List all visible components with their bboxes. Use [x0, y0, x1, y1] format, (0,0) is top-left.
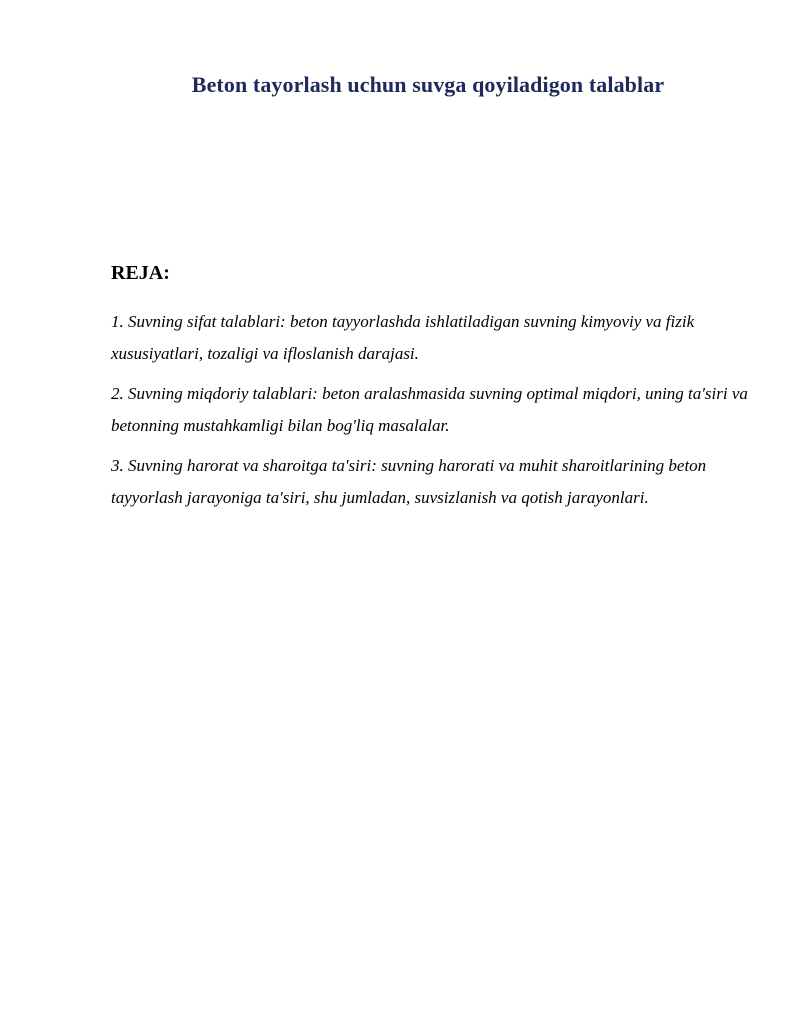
plan-list [111, 306, 761, 522]
plan-item-2: 2. Suvning miqdoriy talablari: beton aralashmasida suvning optimal miqdori, uning ta'siri va betonning mustahkamligi bilan bog'liq masalalar. [111, 384, 748, 435]
plan-item-3: 3. Suvning harorat va sharoitga ta'siri: suvning harorati va muhit sharoitlarining beton tayyorlash jarayoniga ta'siri, shu jumladan, suvsizlanish va qotish jarayonlari. [111, 456, 707, 507]
plan-item-1: 1. Suvning sifat talablari: beton tayyorlashda ishlatiladigan suvning kimyoviy va fizik xususiyatlari, tozaligi va ifloslanish darajasi. [111, 312, 695, 363]
plan-heading: REJA: [111, 262, 170, 284]
document-title: Beton tayorlash uchun suvga qoyiladigon talablar [191, 72, 665, 97]
